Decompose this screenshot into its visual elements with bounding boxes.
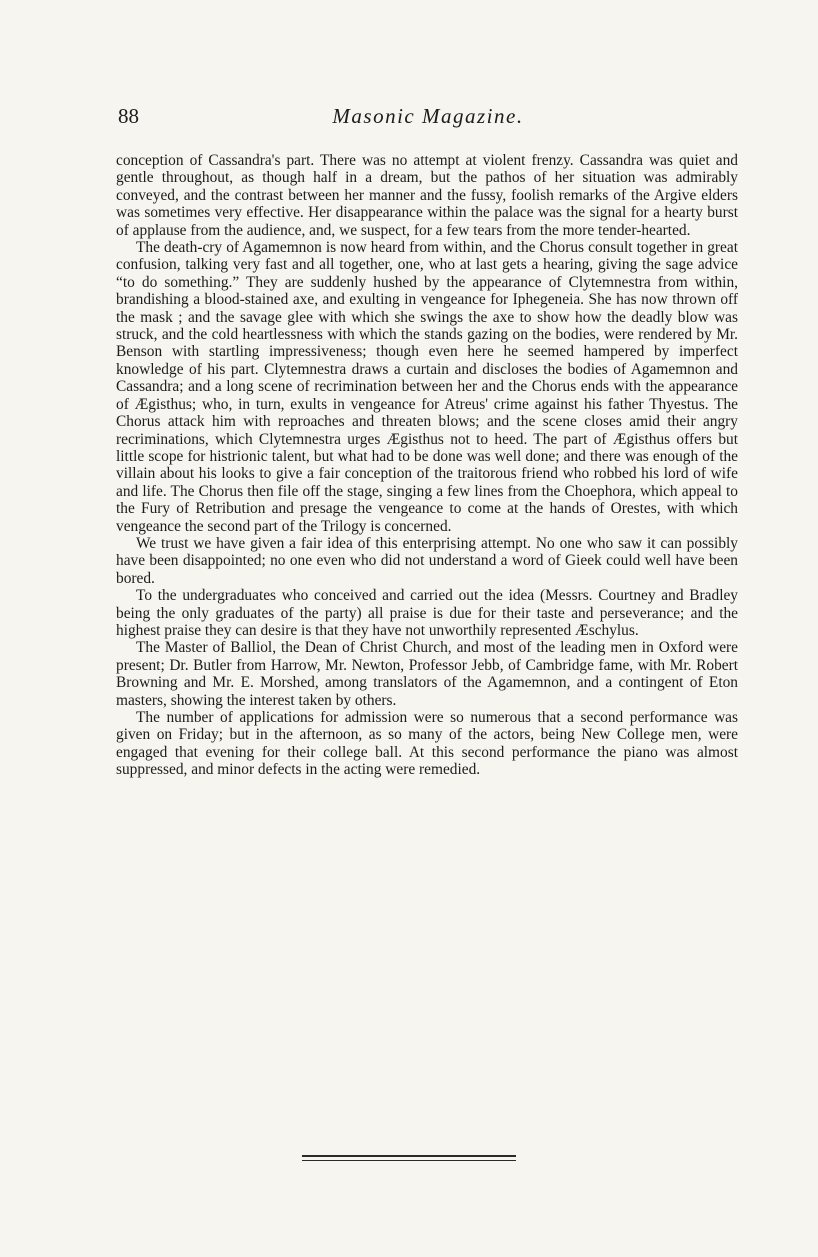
- paragraph: The death-cry of Agamemnon is now heard from within, and the Chorus consult together in great confusion, talking very fast and all together, one, who at last gets a hearing, giving the sage advice “to do something.” They are suddenly hushed by the appearance of Clytemnestra from within, brandishing a blood-stained axe, and exulting in vengeance for Iphegeneia. She has now thrown off the mask ; and the savage glee with which she swings the axe to show how the deadly blow was struck, and the cold heartlessness with which the stands gazing on the bodies, were rendered by Mr. Benson with startling impressiveness; though even here he seemed hampered by imperfect knowledge of his part. Clytemnestra draws a curtain and discloses the bodies of Agamemnon and Cassandra; and a long scene of recrimination between her and the Chorus ends with the appearance of Ægisthus; who, in turn, exults in vengeance for Atreus' crime against his father Thyestus. The Chorus attack him with reproaches and threaten blows; and the scene closes amid their angry recriminations, which Clytemnestra urges Ægisthus not to heed. The part of Ægisthus offers but little scope for histrionic talent, but what had to be done was well done; and there was enough of the villain about his looks to give a fair conception of the traitorous friend who robbed his lord of wife and life. The Chorus then file off the stage, singing a few lines from the Choephora, which appeal to the Fury of Retribution and presage the vengeance to come at the hands of Orestes, with which vengeance the second part of the Trilogy is concerned.: [116, 239, 738, 535]
- closing-rule: [302, 1155, 516, 1161]
- paragraph: To the undergraduates who conceived and carried out the idea (Messrs. Courtney and Bradley being the only graduates of the party) all praise is due for their taste and perseverance; and the highest praise they can desire is that they have not unworthily represented Æschylus.: [116, 587, 738, 639]
- page-number: 88: [118, 104, 139, 128]
- rule-thick: [302, 1155, 516, 1157]
- paragraph: conception of Cassandra's part. There was no attempt at violent frenzy. Cassandra was quiet and gentle throughout, as though half in a dream, but the pathos of her situation was admirably conveyed, and the contrast between her manner and the fussy, foolish remarks of the Argive elders was sometimes very effective. Her disappearance within the palace was the signal for a hearty burst of applause from the audience, and, we suspect, for a few tears from the more tender-hearted.: [116, 152, 738, 239]
- rule-thin: [302, 1160, 516, 1161]
- running-title: Masonic Magazine.: [332, 104, 524, 128]
- paragraph: The number of applications for admission were so numerous that a second performance was given on Friday; but in the afternoon, as so many of the actors, being New College men, were engaged that evening for their college ball. At this second performance the piano was almost suppressed, and minor defects in the acting were remedied.: [116, 709, 738, 779]
- page-header: [118, 104, 738, 134]
- paragraph: We trust we have given a fair idea of this enterprising attempt. No one who saw it can possibly have been disappointed; no one even who did not understand a word of Gieek could well have been bored.: [116, 534, 738, 587]
- article-body: [116, 152, 738, 779]
- paragraph: The Master of Balliol, the Dean of Christ Church, and most of the leading men in Oxford were present; Dr. Butler from Harrow, Mr. Newton, Professor Jebb, of Cambridge fame, with Mr. Robert Browning and Mr. E. Morshed, among translators of the Agamemnon, and a contingent of Eton masters, showing the interest taken by others.: [116, 639, 738, 709]
